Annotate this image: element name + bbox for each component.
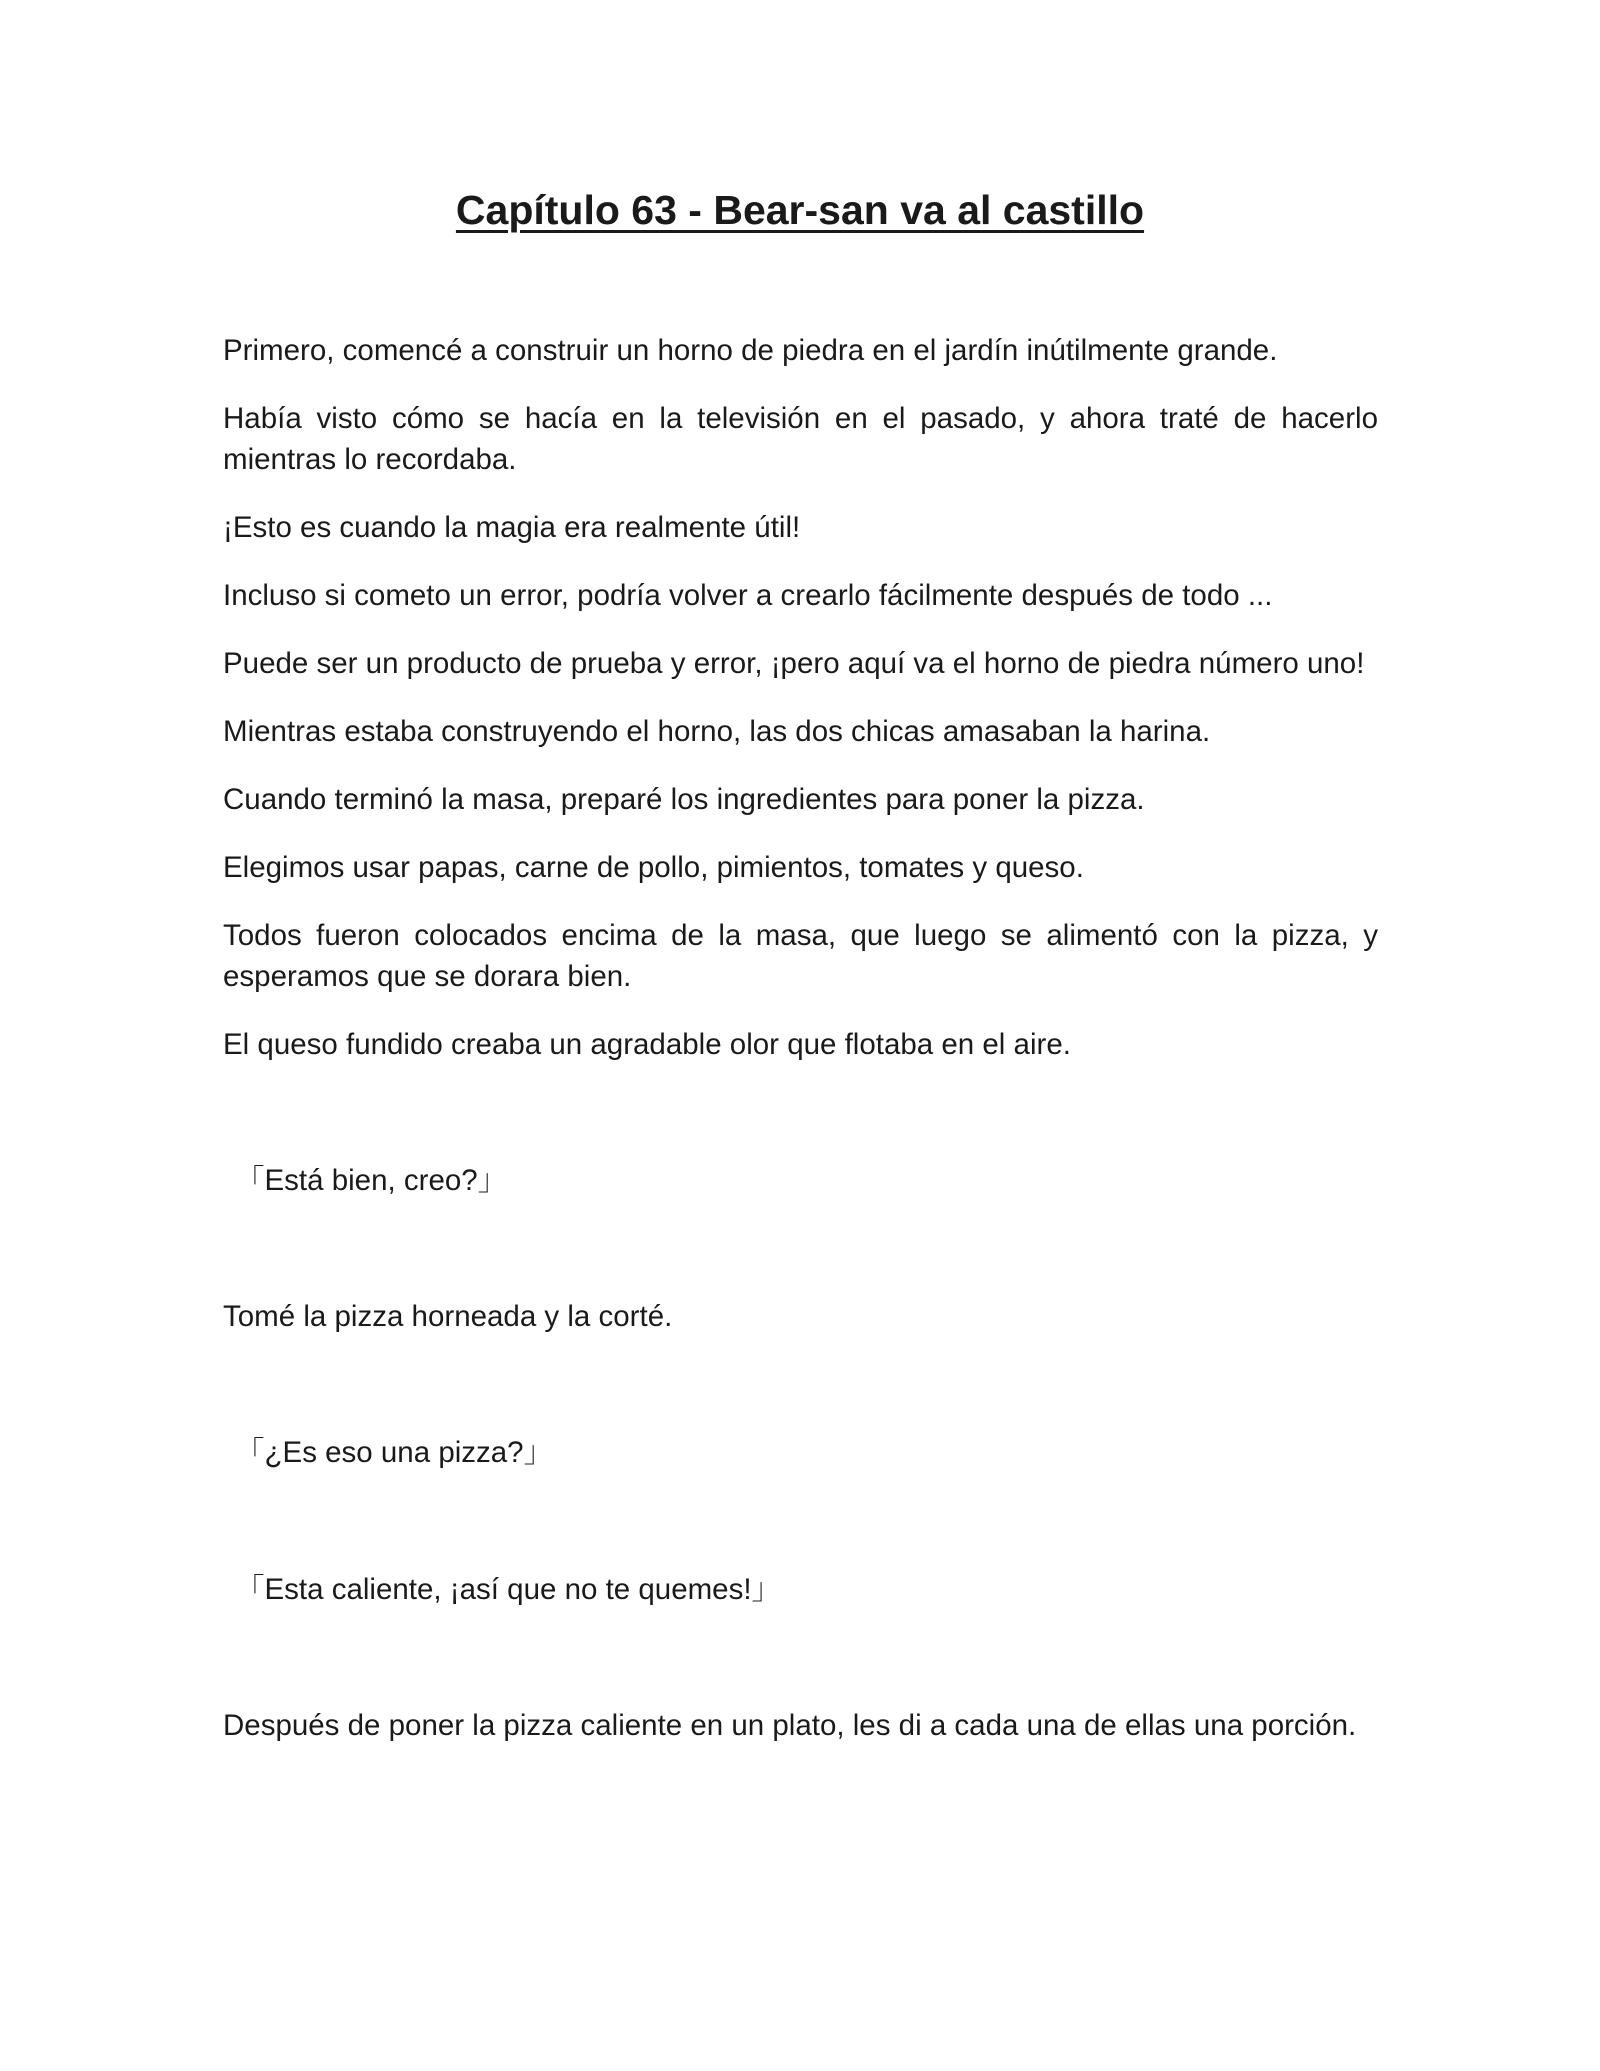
spacer	[223, 1610, 1378, 1705]
paragraph: Primero, comencé a construir un horno de piedra en el jardín inútilmente grande.	[223, 334, 1278, 367]
paragraph: Cuando terminó la masa, preparé los ingredientes para poner la pizza.	[223, 783, 1145, 816]
chapter-title: Capítulo 63 - Bear-san va al castillo	[455, 187, 1145, 233]
spacer	[223, 1201, 1378, 1296]
paragraph: Puede ser un producto de prueba y error, ¡pero aquí va el horno de piedra número uno!	[223, 647, 1365, 680]
paragraph: Incluso si cometo un error, podría volver a crearlo fácilmente después de todo ...	[223, 579, 1273, 612]
dialogue-line: 「Está bien, creo?」	[235, 1164, 508, 1197]
spacer	[223, 1065, 1378, 1160]
paragraph: Después de poner la pizza caliente en un plato, les di a cada una de ellas una porción.	[223, 1709, 1357, 1742]
paragraph: El queso fundido creaba un agradable olor que flotaba en el aire.	[223, 1028, 1071, 1061]
paragraph: Tomé la pizza horneada y la corté.	[223, 1300, 673, 1333]
spacer	[223, 1473, 1378, 1569]
paragraph: Elegimos usar papas, carne de pollo, pimientos, tomates y queso.	[223, 851, 1084, 884]
paragraph: Mientras estaba construyendo el horno, las dos chicas amasaban la harina.	[223, 715, 1211, 748]
spacer	[223, 1337, 1378, 1432]
paragraph: Todos fueron colocados encima de la masa, que luego se alimentó con la pizza, y esperamos que se dorara bien.	[223, 919, 1378, 993]
chapter-body	[223, 330, 1378, 1746]
dialogue-line: 「Esta caliente, ¡así que no te quemes!」	[235, 1573, 782, 1606]
paragraph: ¡Esto es cuando la magia era realmente útil!	[223, 511, 801, 544]
dialogue-line: 「¿Es eso una pizza?」	[235, 1436, 554, 1469]
paragraph: Había visto cómo se hacía en la televisión en el pasado, y ahora traté de hacerlo mientras lo recordaba.	[223, 402, 1378, 476]
